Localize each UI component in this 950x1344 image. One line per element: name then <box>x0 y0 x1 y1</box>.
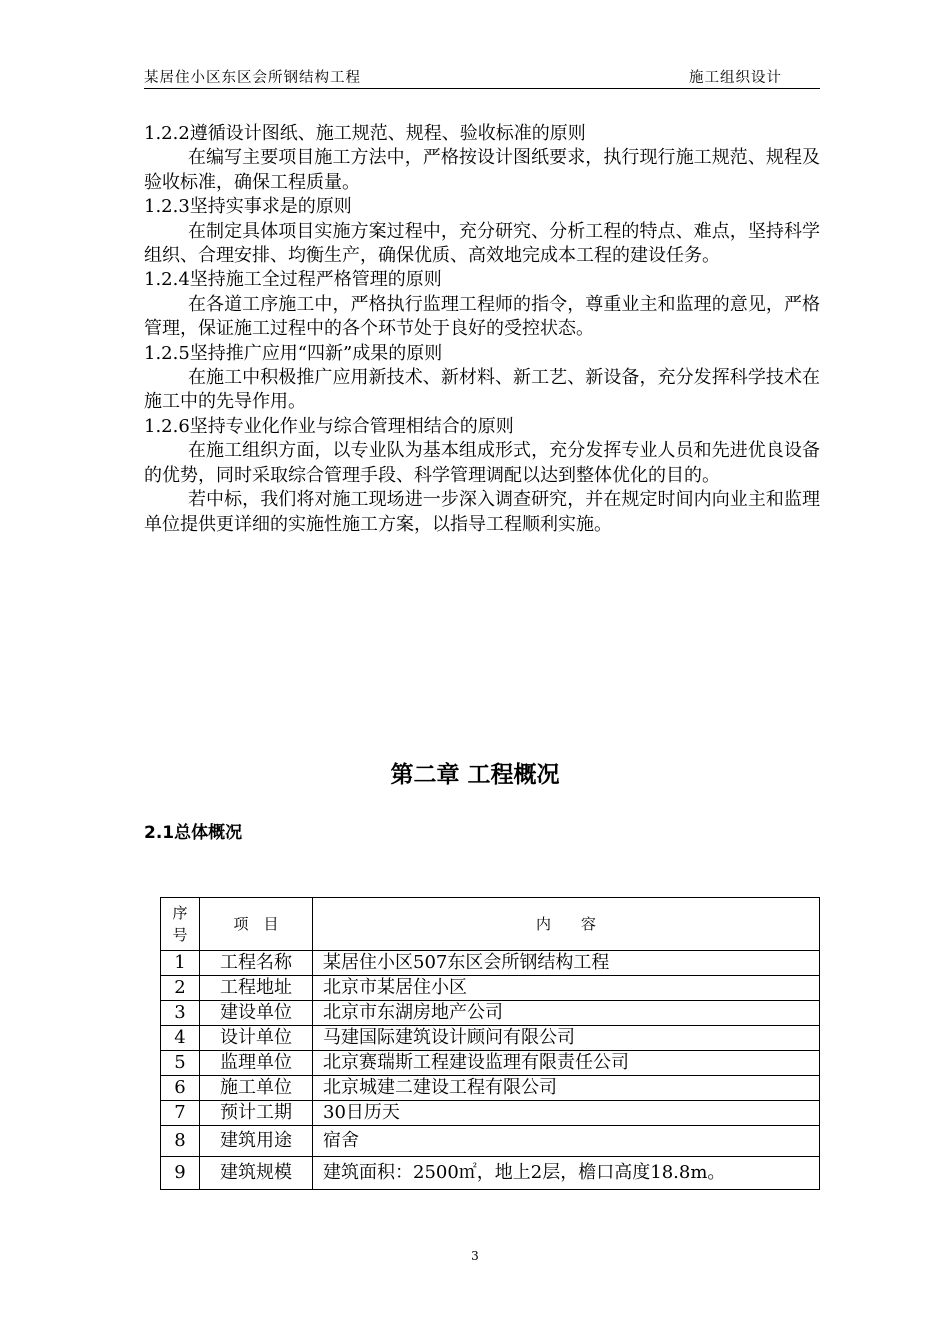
table-row <box>161 1101 820 1126</box>
row-item: 建筑用途 <box>200 1126 313 1157</box>
header-item: 项 目 <box>200 898 313 951</box>
subsection-heading: 1.2.6坚持专业化作业与综合管理相结合的原则 <box>144 415 514 437</box>
project-overview-table <box>160 897 820 1190</box>
row-content: 30日历天 <box>313 1101 820 1126</box>
row-no: 1 <box>161 951 200 976</box>
subsection-heading: 1.2.2遵循设计图纸、施工规范、规程、验收标准的原则 <box>144 123 586 144</box>
row-content: 北京市东湖房地产公司 <box>313 1001 820 1026</box>
body-text <box>144 122 820 537</box>
paragraph: 在各道工序施工中，严格执行监理工程师的指令，尊重业主和监理的意见，严格管理，保证施工过程中的各个环节处于良好的受控状态。 <box>144 293 820 340</box>
row-no: 3 <box>161 1001 200 1026</box>
subsection-heading: 1.2.5坚持推广应用“四新”成果的原则 <box>144 342 443 364</box>
header-seq-line2: 号 <box>172 926 188 944</box>
row-item: 工程名称 <box>200 951 313 976</box>
table-row <box>161 951 820 976</box>
subsection-heading: 1.2.3坚持实事求是的原则 <box>144 196 352 218</box>
row-content: 建筑面积：2500㎡，地上2层，檐口高度18.8m。 <box>313 1157 820 1190</box>
row-content: 北京市某居住小区 <box>313 976 820 1001</box>
row-item: 设计单位 <box>200 1026 313 1051</box>
chapter-title: 第二章 工程概况 <box>390 762 560 788</box>
row-no: 2 <box>161 976 200 1001</box>
table-row <box>161 1026 820 1051</box>
row-item: 建设单位 <box>200 1001 313 1026</box>
header-doc-type: 施工组织设计 <box>689 70 782 86</box>
row-item: 工程地址 <box>200 976 313 1001</box>
row-content: 北京城建二建设工程有限公司 <box>313 1076 820 1101</box>
table-row <box>161 976 820 1001</box>
table-row <box>161 1076 820 1101</box>
header-seq <box>161 898 200 951</box>
row-content: 马建国际建筑设计顾问有限公司 <box>313 1026 820 1051</box>
header-content: 内 容 <box>313 898 820 951</box>
table-row <box>161 1051 820 1076</box>
row-no: 9 <box>161 1157 200 1190</box>
row-item: 建筑规模 <box>200 1157 313 1190</box>
page-header <box>144 64 820 89</box>
paragraph: 若中标，我们将对施工现场进一步深入调查研究，并在规定时间内向业主和监理单位提供更详细的实施性施工方案，以指导工程顺利实施。 <box>144 489 820 535</box>
paragraph: 在施工中积极推广应用新技术、新材料、新工艺、新设备，充分发挥科学技术在施工中的先导作用。 <box>144 367 820 413</box>
paragraph: 在编写主要项目施工方法中，严格按设计图纸要求，执行现行施工规范、规程及验收标准，确保工程质量。 <box>144 147 820 193</box>
table-row <box>161 1126 820 1157</box>
header-project-name: 某居住小区东区会所钢结构工程 <box>144 70 361 86</box>
table-row <box>161 1001 820 1026</box>
page-number: 3 <box>471 1249 479 1263</box>
row-content: 北京赛瑞斯工程建设监理有限责任公司 <box>313 1051 820 1076</box>
row-item: 监理单位 <box>200 1051 313 1076</box>
row-no: 5 <box>161 1051 200 1076</box>
table-header-row <box>161 898 820 951</box>
row-item: 施工单位 <box>200 1076 313 1101</box>
row-no: 4 <box>161 1026 200 1051</box>
paragraph: 在制定具体项目实施方案过程中，充分研究、分析工程的特点、难点，坚持科学组织、合理安排、均衡生产，确保优质、高效地完成本工程的建设任务。 <box>144 220 820 267</box>
subsection-heading: 1.2.4坚持施工全过程严格管理的原则 <box>144 269 442 291</box>
row-no: 6 <box>161 1076 200 1101</box>
header-seq-line1: 序 <box>172 904 188 922</box>
row-content: 宿舍 <box>313 1126 820 1157</box>
paragraph: 在施工组织方面，以专业队为基本组成形式，充分发挥专业人员和先进优良设备的优势，同时采取综合管理手段、科学管理调配以达到整体优化的目的。 <box>144 440 820 486</box>
row-item: 预计工期 <box>200 1101 313 1126</box>
row-no: 7 <box>161 1101 200 1126</box>
table-row <box>161 1157 820 1190</box>
row-no: 8 <box>161 1126 200 1157</box>
section-title: 2.1总体概况 <box>144 823 243 843</box>
row-content: 某居住小区507东区会所钢结构工程 <box>313 951 820 976</box>
